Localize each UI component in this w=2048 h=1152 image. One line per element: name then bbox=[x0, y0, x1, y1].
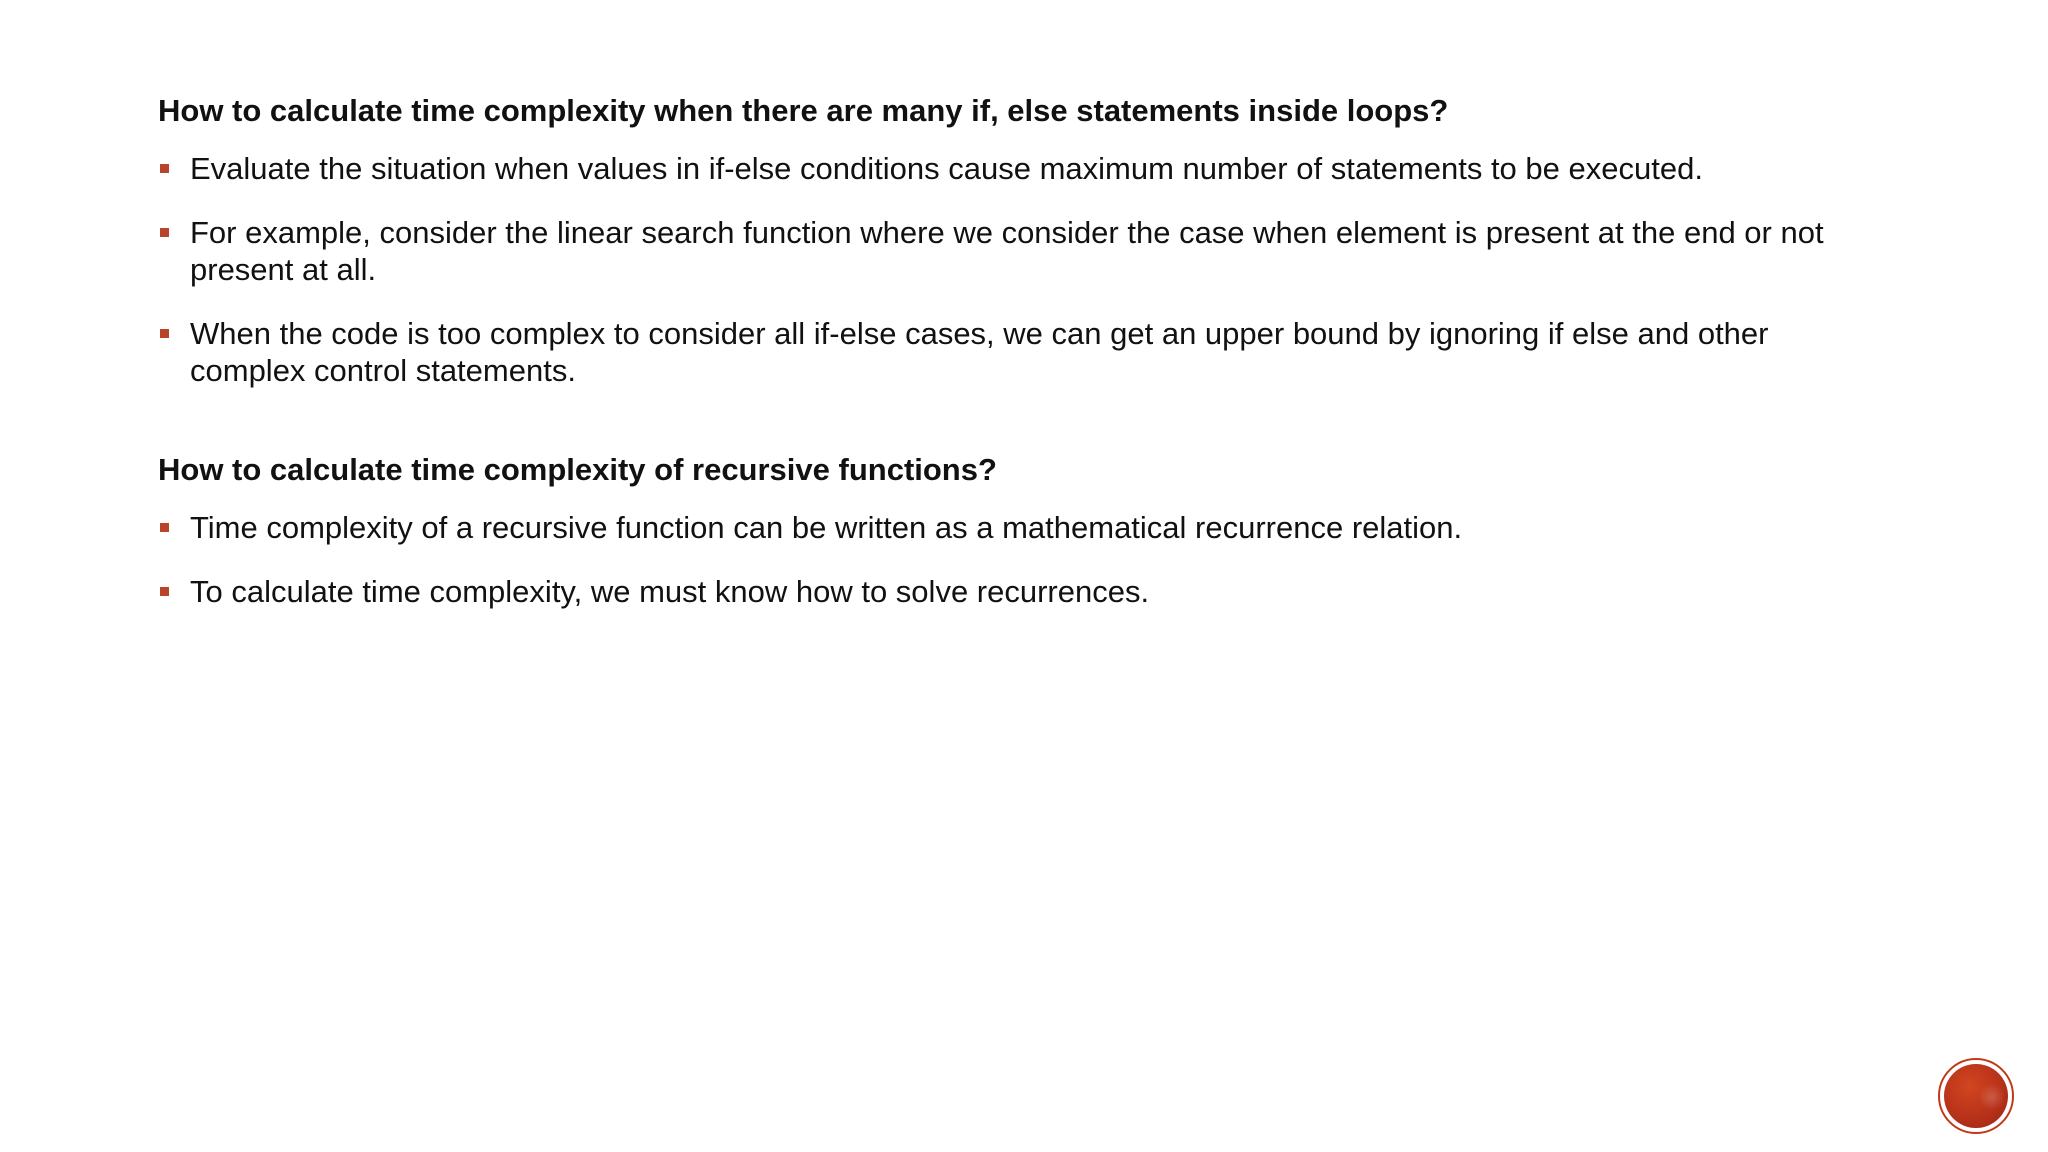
bullet-list bbox=[158, 509, 1858, 610]
section-heading: How to calculate time complexity when there are many if, else statements inside loops? bbox=[158, 93, 1449, 128]
square-bullet-icon bbox=[160, 164, 169, 173]
bullet-text: Evaluate the situation when values in if-else conditions cause maximum number of statements to be executed. bbox=[190, 151, 1703, 186]
square-bullet-icon bbox=[160, 523, 169, 532]
badge-texture bbox=[1980, 1082, 2004, 1112]
bullet-item bbox=[158, 150, 1858, 187]
section-if-else bbox=[158, 88, 1858, 389]
badge-fill bbox=[1944, 1064, 2008, 1128]
bullet-item bbox=[158, 573, 1858, 610]
bullet-item bbox=[158, 214, 1858, 288]
section-recursive bbox=[158, 447, 1858, 610]
square-bullet-icon bbox=[160, 228, 169, 237]
bullet-text: When the code is too complex to consider all if-else cases, we can get an upper bound by ignoring if else and other complex control statements. bbox=[190, 316, 1769, 388]
section-heading: How to calculate time complexity of recursive functions? bbox=[158, 452, 997, 487]
bullet-text: Time complexity of a recursive function can be written as a mathematical recurrence relation. bbox=[190, 510, 1463, 545]
bullet-item bbox=[158, 509, 1858, 546]
bullet-item bbox=[158, 315, 1858, 389]
slide-badge-icon bbox=[1938, 1058, 2014, 1134]
bullet-list bbox=[158, 150, 1858, 389]
bullet-text: For example, consider the linear search function where we consider the case when element is present at the end or not present at all. bbox=[190, 215, 1824, 287]
square-bullet-icon bbox=[160, 329, 169, 338]
square-bullet-icon bbox=[160, 587, 169, 596]
bullet-text: To calculate time complexity, we must know how to solve recurrences. bbox=[190, 574, 1150, 609]
slide-content bbox=[158, 88, 1858, 637]
